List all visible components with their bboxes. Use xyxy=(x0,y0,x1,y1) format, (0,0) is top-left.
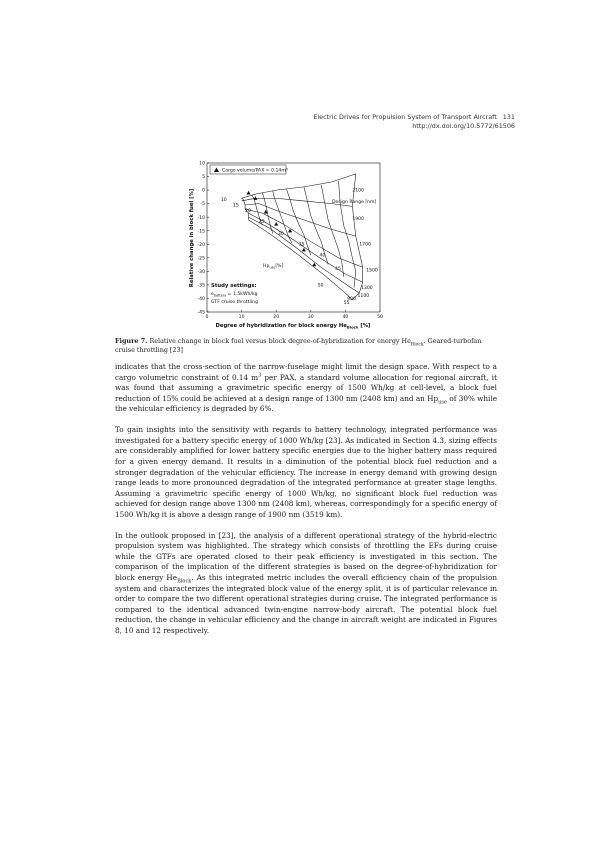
x-axis-label: Degree of hybridization for block energy $He_{Block}$ [%] xyxy=(215,323,371,330)
paragraph-3: In the outlook proposed in [23], the analysis of a different operational strategy of the hybrid-electric propulsion system was highlighted. The strategy which consists of throttling the EFs during cruise while the GTFs are operated closed to their peak efficiency is investigated in this section. The comparison of the implication of the different strategies is based on the degree-of-hybridization for block energy $He_{Block}$. As this integrated metric includes the overall efficiency chain of the propulsion system and characterizes the integrated block value of the energy split, it is of particular relevance in order to compare the two different operational strategies during cruise. The integrated performance is compared to the identical advanced twin-engine narrow-body aircraft. The potential block fuel reduction, the change in vehicular efficiency and the change in aircraft weight are indicated in Figures 8, 10 and 12 respectively. xyxy=(115,530,497,636)
hp-use-curve xyxy=(321,185,343,277)
design-range-value-label: 1700 xyxy=(359,242,371,248)
y-tick-label: -35 xyxy=(197,283,205,289)
y-tick-label: -45 xyxy=(197,310,205,316)
curve-grid xyxy=(242,174,363,300)
y-tick-label: -10 xyxy=(197,215,205,221)
x-tick-label: 10 xyxy=(238,315,245,320)
constraint-marker-triangle-icon xyxy=(247,191,251,195)
y-tick-label: -15 xyxy=(197,229,205,235)
x-tick-label: 30 xyxy=(307,315,314,320)
design-range-value-label: 1100 xyxy=(357,294,370,300)
hp-use-value-label: 50 xyxy=(317,283,324,289)
caption-subscript: Block xyxy=(410,342,424,348)
page-header xyxy=(313,113,515,131)
study-settings-throttling: GTF cruise throttling xyxy=(211,300,258,305)
y-tick-label: -25 xyxy=(197,256,205,262)
study-settings-battery: $e_{battery} = 1.5kWh/kg$ xyxy=(211,292,258,298)
design-range-value-label: 1500 xyxy=(366,268,378,274)
x-tick-label: 20 xyxy=(273,315,280,320)
design-range-curve xyxy=(249,220,353,300)
hp-use-value-label: 40 xyxy=(319,253,326,259)
x-tick-label: 40 xyxy=(342,315,349,320)
hp-use-value-label: 25 xyxy=(258,219,265,225)
y-tick-label: -5 xyxy=(200,202,205,208)
y-tick-label: -30 xyxy=(197,269,205,275)
x-tick-label: 50 xyxy=(377,315,383,320)
design-range-curve xyxy=(245,209,363,267)
design-range-value-label: 2100 xyxy=(352,188,365,194)
running-title: Electric Drives for Propulsion System of Transport Aircraft xyxy=(313,113,497,121)
paragraph-2: To gain insights into the sensitivity with regards to battery technology, integrated performance was investigated for a battery specific energy of 1000 Wh/kg [23]. As indicated in Section 4.3, sizing effects are considerably amplified for lower battery specific energies due to the higher battery mass required for a given energy demand. It results in a diminution of the potential block fuel reduction and a stronger degradation of the vehicular efficiency. The increase in energy demand with growing design range leads to more pronounced degradation of the integrated performance at greater stage lengths. Assuming a gravimetric specific energy of 1000 Wh/kg, no significant block fuel reduction was achieved for design range above 1300 nm (2408 km), whereas, correspondingly for a specific energy of 1500 Wh/kg it is above a design range of 1900 nm (3519 km). xyxy=(115,425,497,519)
design-range-value-label: 55 xyxy=(343,300,350,306)
hp-use-value-label: 35 xyxy=(298,242,305,248)
y-axis-label: Relative change in block fuel [%] xyxy=(189,188,195,288)
design-range-value-label: 900 xyxy=(347,296,356,302)
caption-text-end: . Geared-turbofan cruise throttling [23] xyxy=(115,337,482,354)
design-range-curve xyxy=(249,217,360,293)
y-tick-label: 5 xyxy=(202,175,205,181)
paragraph-1: indicates that the cross-section of the narrow-fuselage might limit the design space. With respect to a cargo volumetric constraint of 0.14 $m^3$ per PAX, a standard volume allocation for regional aircraft, it was found that assuming a gravimetric specific energy of 1500 Wh/kg at cell-level, a block fuel reduction of 15% could be achieved at a design range of 1300 nm (2408 km) and an $Hp_{use}$ of 30% while the vehicular efficiency is degraded by 6%. xyxy=(115,362,497,414)
design-range-value-label: 1300 xyxy=(360,285,373,291)
hp-use-value-label: 30 xyxy=(277,231,284,237)
constraint-marker-triangle-icon xyxy=(274,222,278,226)
figure-caption xyxy=(115,337,500,354)
doi-link[interactable]: http://dx.doi.org/10.5772/61506 xyxy=(412,122,515,130)
x-tick-label: 0 xyxy=(205,315,209,320)
hp-use-value-label: 10 xyxy=(220,197,227,203)
hp-use-value-label: 15 xyxy=(232,203,239,209)
figure-7-chart xyxy=(170,156,410,331)
design-range-curve xyxy=(249,213,363,282)
y-tick-label: -20 xyxy=(197,242,205,248)
y-tick-label: -40 xyxy=(197,297,205,303)
hp-use-label: $Hp_{use}[\%]$ xyxy=(263,264,284,270)
hp-use-value-label: 20 xyxy=(245,208,251,214)
page-number: 131 xyxy=(502,113,515,121)
caption-text: Relative change in block fuel versus block degree-of-hybridization for energy He xyxy=(147,337,411,345)
y-tick-label: 0 xyxy=(202,188,205,194)
body-text xyxy=(115,362,497,647)
design-range-label: Design Range [nm] xyxy=(332,200,377,205)
legend-label: Cargo volume/PAX = 0.14m³ xyxy=(222,168,288,174)
study-settings-title: Study settings: xyxy=(211,283,257,289)
y-tick-label: 10 xyxy=(199,161,205,167)
running-title-line xyxy=(313,113,515,122)
caption-label: Figure 7. xyxy=(115,337,148,345)
hp-use-value-label: 45 xyxy=(335,267,341,273)
design-range-value-label: 1900 xyxy=(352,216,365,222)
